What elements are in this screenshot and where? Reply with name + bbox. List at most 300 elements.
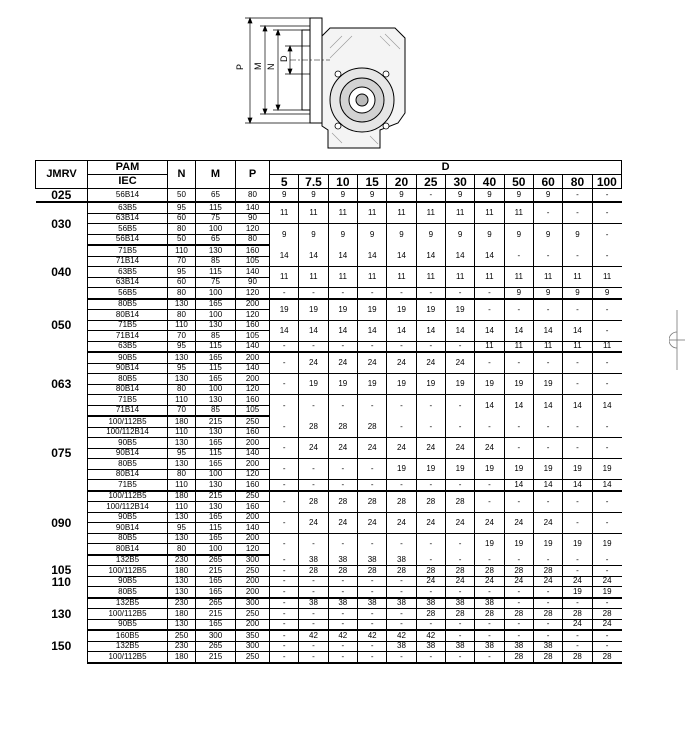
bore-d-value: -	[533, 245, 562, 267]
bore-d-value: -	[533, 598, 562, 609]
bore-d-value: -	[270, 374, 299, 395]
dim-m-value: 130	[196, 480, 236, 491]
dim-p-value: 200	[236, 576, 270, 587]
bore-d-value: 19	[387, 299, 416, 321]
bore-d-value: -	[445, 341, 474, 352]
iec-flange-code: 160B5	[88, 630, 168, 641]
bore-d-value: 24	[416, 438, 445, 459]
dim-n-value: 130	[168, 374, 196, 385]
dim-p-value: 120	[236, 224, 270, 235]
iec-flange-code: 63B14	[88, 213, 168, 224]
bore-d-value: 14	[328, 245, 357, 267]
bore-d-value: 19	[328, 299, 357, 321]
bore-d-value: -	[504, 245, 533, 267]
bore-d-value: -	[533, 299, 562, 321]
bore-d-value: -	[475, 619, 504, 630]
bore-d-value: 24	[445, 352, 474, 374]
bore-d-value: 11	[416, 267, 445, 288]
bore-d-value: -	[357, 619, 386, 630]
iec-flange-code: 80B14	[88, 469, 168, 480]
bore-d-value: -	[563, 438, 592, 459]
bore-d-value: 19	[445, 299, 474, 321]
bore-d-value: -	[592, 555, 621, 566]
bore-d-value: -	[416, 619, 445, 630]
bore-d-value: -	[475, 491, 504, 513]
bore-d-value: -	[270, 395, 299, 417]
dim-p-value: 140	[236, 267, 270, 278]
bore-d-value: 11	[592, 267, 621, 288]
dim-m-value: 130	[196, 502, 236, 513]
bore-d-value: -	[299, 609, 328, 620]
bore-d-value: 11	[563, 267, 592, 288]
bore-d-value: 24	[592, 619, 621, 630]
bore-d-value: -	[563, 374, 592, 395]
bore-d-value: -	[299, 533, 328, 555]
bore-d-value: 24	[445, 576, 474, 587]
bore-d-value: 28	[533, 566, 562, 577]
bore-d-value: 9	[563, 288, 592, 299]
bore-d-value: 24	[328, 438, 357, 459]
gearbox-size: 150	[36, 630, 88, 663]
bore-d-value: -	[270, 480, 299, 491]
dim-n-value: 80	[168, 224, 196, 235]
bore-d-value: -	[328, 480, 357, 491]
table-row	[36, 609, 622, 620]
dim-n-value: 70	[168, 405, 196, 416]
bore-d-value: 14	[270, 245, 299, 267]
iec-flange-code: 90B5	[88, 576, 168, 587]
bore-d-value: 9	[533, 288, 562, 299]
dim-m-value: 130	[196, 320, 236, 331]
dim-n-value: 80	[168, 544, 196, 555]
bore-d-value: 11	[504, 267, 533, 288]
bore-d-value: -	[270, 566, 299, 577]
bore-d-value: -	[416, 555, 445, 566]
bore-d-value: 11	[357, 267, 386, 288]
bore-d-value: -	[328, 652, 357, 663]
dim-p-value: 105	[236, 256, 270, 267]
dim-p-value: 350	[236, 630, 270, 641]
dim-p-value: 300	[236, 598, 270, 609]
bore-d-value: 24	[357, 352, 386, 374]
header-p: P	[236, 161, 270, 189]
bore-d-value: 14	[563, 480, 592, 491]
bore-d-value: -	[387, 395, 416, 417]
iec-flange-code: 71B14	[88, 405, 168, 416]
bore-d-value: -	[445, 555, 474, 566]
dim-label-n: N	[266, 63, 276, 70]
bore-d-value: 38	[416, 641, 445, 652]
dim-m-value: 165	[196, 459, 236, 470]
bore-d-value: 14	[357, 245, 386, 267]
bore-d-value: -	[563, 245, 592, 267]
bore-d-value: -	[357, 587, 386, 598]
bore-d-value: 38	[504, 641, 533, 652]
header-ratio-50: 50	[504, 175, 533, 189]
bore-d-value: 14	[533, 320, 562, 341]
header-row-1	[36, 161, 622, 175]
dim-p-value: 120	[236, 288, 270, 299]
bore-d-value: 19	[357, 374, 386, 395]
bore-d-value: -	[592, 438, 621, 459]
header-ratio-15: 15	[357, 175, 386, 189]
table-row	[36, 395, 622, 406]
dim-n-value: 110	[168, 395, 196, 406]
bore-d-value: -	[270, 630, 299, 641]
bore-d-value: -	[357, 395, 386, 417]
bore-d-value: -	[475, 587, 504, 598]
bore-d-value: 28	[592, 609, 621, 620]
iec-flange-code: 63B14	[88, 277, 168, 288]
bore-d-value: -	[592, 641, 621, 652]
table-row	[36, 245, 622, 256]
bore-d-value: 19	[563, 587, 592, 598]
bore-d-value: -	[357, 609, 386, 620]
bore-d-value: 14	[299, 245, 328, 267]
table-row	[36, 480, 622, 491]
bore-d-value: 14	[357, 320, 386, 341]
bore-d-value: 19	[504, 459, 533, 480]
bore-d-value: 19	[299, 299, 328, 321]
dim-p-value: 90	[236, 277, 270, 288]
bore-d-value: 28	[357, 416, 386, 438]
bore-d-value: -	[270, 598, 299, 609]
bore-d-value: 9	[563, 224, 592, 246]
iec-flange-code: 100/112B5	[88, 609, 168, 620]
bore-d-value: -	[270, 491, 299, 513]
bore-d-value: -	[533, 438, 562, 459]
bore-d-value: 19	[592, 459, 621, 480]
header-m: M	[196, 161, 236, 189]
bore-d-value: 28	[328, 416, 357, 438]
bore-d-value: 11	[475, 202, 504, 224]
bore-d-value: 11	[328, 267, 357, 288]
dim-m-value: 115	[196, 202, 236, 213]
dim-m-value: 300	[196, 630, 236, 641]
bore-d-value: 9	[416, 224, 445, 246]
bore-d-value: -	[533, 587, 562, 598]
bore-d-value: 28	[328, 566, 357, 577]
dim-n-value: 230	[168, 555, 196, 566]
iec-flange-code: 80B5	[88, 459, 168, 470]
bore-d-value: -	[416, 395, 445, 417]
bore-d-value: 19	[475, 459, 504, 480]
bore-d-value: 9	[328, 189, 357, 203]
dim-n-value: 130	[168, 459, 196, 470]
bore-d-value: -	[563, 566, 592, 577]
bore-d-value: 42	[299, 630, 328, 641]
bore-d-value: 42	[387, 630, 416, 641]
bore-d-value: -	[592, 491, 621, 513]
dim-m-value: 65	[196, 234, 236, 245]
bore-d-value: 28	[357, 491, 386, 513]
bore-d-value: -	[475, 652, 504, 663]
bore-d-value: -	[299, 587, 328, 598]
bore-d-value: -	[270, 438, 299, 459]
dim-n-value: 80	[168, 310, 196, 321]
bore-d-value: -	[270, 533, 299, 555]
bore-d-value: 28	[445, 566, 474, 577]
dim-n-value: 95	[168, 341, 196, 352]
bore-d-value: 28	[387, 566, 416, 577]
bore-d-value: 9	[592, 288, 621, 299]
iec-flange-code: 100/112B5	[88, 652, 168, 663]
dim-label-p: P	[235, 63, 245, 70]
bore-d-value: 9	[387, 224, 416, 246]
iec-flange-code: 56B14	[88, 189, 168, 203]
bore-d-value: -	[270, 555, 299, 566]
dim-n-value: 110	[168, 427, 196, 438]
table-row	[36, 619, 622, 630]
dim-n-value: 60	[168, 277, 196, 288]
bore-d-value: -	[533, 202, 562, 224]
bore-d-value: 9	[328, 224, 357, 246]
bore-d-value: 14	[416, 245, 445, 267]
iec-flange-code: 90B14	[88, 523, 168, 534]
iec-flange-code: 100/112B14	[88, 502, 168, 513]
bore-d-value: -	[475, 299, 504, 321]
dim-m-value: 85	[196, 405, 236, 416]
bore-d-value: 28	[475, 566, 504, 577]
bore-d-value: 28	[563, 609, 592, 620]
bore-d-value: 38	[533, 641, 562, 652]
bore-d-value: -	[533, 416, 562, 438]
bore-d-value: 38	[387, 598, 416, 609]
dim-n-value: 110	[168, 320, 196, 331]
table-row	[36, 641, 622, 652]
bore-d-value: -	[357, 533, 386, 555]
dim-p-value: 80	[236, 234, 270, 245]
gearbox-size: 050	[36, 299, 88, 353]
dim-n-value: 180	[168, 566, 196, 577]
iec-flange-code: 132B5	[88, 641, 168, 652]
table-row	[36, 267, 622, 278]
bore-d-value: -	[328, 459, 357, 480]
bore-d-value: -	[357, 480, 386, 491]
dim-p-value: 200	[236, 459, 270, 470]
iec-flange-code: 80B5	[88, 299, 168, 310]
dim-m-value: 165	[196, 576, 236, 587]
bore-d-value: 38	[299, 555, 328, 566]
bore-d-value: 24	[504, 512, 533, 533]
bore-d-value: -	[475, 555, 504, 566]
bore-d-value: 24	[533, 512, 562, 533]
bore-d-value: 24	[357, 438, 386, 459]
dim-n-value: 130	[168, 619, 196, 630]
bore-d-value: -	[533, 630, 562, 641]
bore-d-value: 9	[504, 224, 533, 246]
bore-d-value: 28	[299, 491, 328, 513]
margin-crosshair-mark	[669, 310, 685, 370]
dim-n-value: 180	[168, 416, 196, 427]
dim-m-value: 130	[196, 427, 236, 438]
dim-p-value: 120	[236, 544, 270, 555]
bore-d-value: 11	[387, 202, 416, 224]
dim-n-value: 230	[168, 598, 196, 609]
bore-d-value: 19	[563, 459, 592, 480]
table-row	[36, 299, 622, 310]
bore-d-value: 38	[475, 641, 504, 652]
bore-d-value: -	[504, 619, 533, 630]
header-n: N	[168, 161, 196, 189]
bore-d-value: 9	[504, 189, 533, 203]
dim-n-value: 130	[168, 352, 196, 363]
bore-d-value: -	[563, 630, 592, 641]
dim-n-value: 130	[168, 576, 196, 587]
dim-p-value: 160	[236, 427, 270, 438]
bore-d-value: 14	[504, 480, 533, 491]
bore-d-value: 24	[533, 576, 562, 587]
table-body	[36, 189, 622, 663]
dim-m-value: 75	[196, 277, 236, 288]
bore-d-value: 9	[533, 189, 562, 203]
table-row	[36, 491, 622, 502]
bore-d-value: 19	[602, 539, 612, 548]
bore-d-value: 19	[533, 374, 562, 395]
bore-d-value: 24	[387, 438, 416, 459]
dim-m-value: 100	[196, 384, 236, 395]
iec-flange-code: 90B5	[88, 512, 168, 523]
bore-d-value: 28	[475, 609, 504, 620]
bore-d-value: 38	[387, 555, 416, 566]
bore-d-value: 28	[592, 652, 621, 663]
table-row	[36, 576, 622, 587]
header-pam: PAM	[88, 161, 168, 175]
bore-d-value: 9	[445, 224, 474, 246]
bore-d-value: -	[328, 619, 357, 630]
bore-d-value: 24	[475, 438, 504, 459]
bore-d-value: 28	[563, 652, 592, 663]
bore-d-value: -	[445, 630, 474, 641]
bore-d-value: 14	[504, 395, 533, 417]
table-row	[36, 512, 622, 523]
bore-d-value: 9	[504, 288, 533, 299]
dim-n-value: 230	[168, 641, 196, 652]
dim-n-value: 70	[168, 256, 196, 267]
bore-d-value: -	[592, 352, 621, 374]
bore-d-value: -	[270, 288, 299, 299]
dim-n-value: 95	[168, 448, 196, 459]
gearbox-size: 130	[36, 598, 88, 631]
iec-flange-code: 90B14	[88, 363, 168, 374]
dim-m-value: 165	[196, 299, 236, 310]
bore-d-value: 19	[416, 459, 445, 480]
bore-d-value: -	[328, 533, 357, 555]
iec-flange-code: 56B5	[88, 224, 168, 235]
bore-d-value: -	[445, 533, 474, 555]
iec-flange-code: 71B5	[88, 395, 168, 406]
bore-d-value: -	[504, 587, 533, 598]
iec-flange-code: 90B5	[88, 619, 168, 630]
bore-d-value: -	[504, 416, 533, 438]
bore-d-value: 24	[416, 512, 445, 533]
dim-n-value: 95	[168, 363, 196, 374]
iec-flange-code: 80B14	[88, 310, 168, 321]
gearbox-size: 063	[36, 352, 88, 416]
dim-p-value: 200	[236, 438, 270, 449]
bore-d-value: 38	[357, 555, 386, 566]
bore-d-value: -	[270, 341, 299, 352]
table-row	[36, 341, 622, 352]
table-row	[36, 374, 622, 385]
dim-n-value: 110	[168, 245, 196, 256]
table-row	[36, 352, 622, 363]
dim-p-value: 140	[236, 202, 270, 213]
dim-m-value: 130	[196, 245, 236, 256]
bore-d-value: 14	[445, 245, 474, 267]
bore-d-value: 24	[445, 438, 474, 459]
dim-p-value: 250	[236, 566, 270, 577]
bore-d-value: -	[416, 288, 445, 299]
bore-d-value: 38	[416, 598, 445, 609]
bore-d-value: 19	[416, 299, 445, 321]
bore-d-value: -	[445, 480, 474, 491]
bore-d-value: 28	[416, 566, 445, 577]
dim-p-value: 120	[236, 310, 270, 321]
dim-m-value: 165	[196, 438, 236, 449]
bore-d-value: 14	[445, 320, 474, 341]
bore-d-value: -	[563, 416, 592, 438]
bore-d-value: -	[270, 641, 299, 652]
bore-d-value: 14	[563, 320, 592, 341]
dim-n-value: 110	[168, 480, 196, 491]
bore-d-value: -	[504, 630, 533, 641]
bore-d-value: 28	[533, 652, 562, 663]
iec-flange-code: 80B5	[88, 374, 168, 385]
bore-d-value: 19	[445, 459, 474, 480]
bore-d-value: 38	[357, 598, 386, 609]
table-row	[36, 438, 622, 449]
bore-d-value: 19	[504, 533, 533, 555]
bore-d-value: -	[299, 652, 328, 663]
bore-d-value: -	[387, 341, 416, 352]
dim-m-value: 115	[196, 448, 236, 459]
bore-d-value: 11	[504, 202, 533, 224]
bore-d-value: 9	[299, 189, 328, 203]
dim-p-value: 200	[236, 587, 270, 598]
bore-d-value: 14	[533, 395, 562, 417]
dim-p-value: 200	[236, 352, 270, 363]
table-row	[36, 459, 622, 470]
table-row	[36, 598, 622, 609]
bore-d-value: 19	[533, 459, 562, 480]
bore-d-value: 14	[504, 320, 533, 341]
bore-d-value: -	[387, 480, 416, 491]
table-row	[36, 587, 622, 598]
table-row	[36, 630, 622, 641]
dim-n-value: 110	[168, 502, 196, 513]
dim-m-value: 265	[196, 555, 236, 566]
bore-d-value: 24	[445, 512, 474, 533]
header-ratio-7.5: 7.5	[299, 175, 328, 189]
gearbox-size: 075	[36, 416, 88, 491]
bore-d-value: 24	[357, 512, 386, 533]
bore-d-value: 11	[299, 202, 328, 224]
iec-flange-code: 71B5	[88, 480, 168, 491]
table-row	[36, 189, 622, 203]
iec-flange-code: 71B5	[88, 245, 168, 256]
bore-d-value: -	[387, 652, 416, 663]
dim-n-value: 130	[168, 587, 196, 598]
bore-d-value: 9	[270, 224, 299, 246]
dim-label-d: D	[279, 55, 289, 62]
dim-m-value: 265	[196, 598, 236, 609]
bore-d-value: -	[592, 566, 621, 577]
bore-d-value: -	[416, 652, 445, 663]
bore-d-value: -	[416, 533, 445, 555]
iec-flange-code: 132B5	[88, 555, 168, 566]
bore-d-value: -	[270, 352, 299, 374]
